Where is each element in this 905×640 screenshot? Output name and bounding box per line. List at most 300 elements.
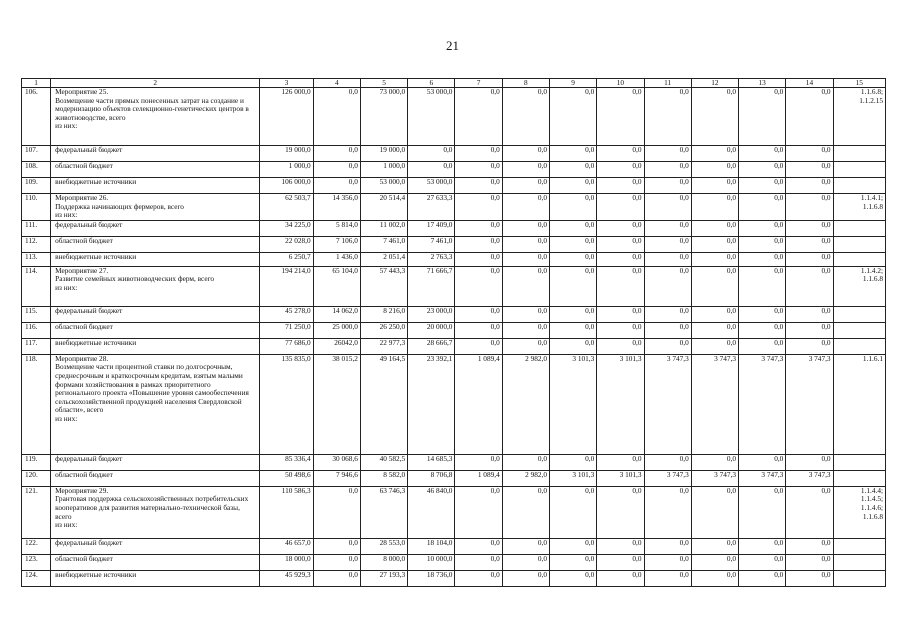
cell-col-3: 22 028,0 [260,236,313,252]
cell-col-14: 0,0 [786,220,833,236]
cell-col-13: 0,0 [739,538,786,554]
cell-col-12: 0,0 [691,252,738,266]
cell-col-14: 0,0 [786,88,833,146]
column-header-15: 15 [833,79,885,88]
cell-col-3: 1 000,0 [260,162,313,178]
row-reference [833,220,885,236]
cell-col-10: 0,0 [597,306,644,322]
cell-col-8: 0,0 [502,454,549,470]
table-row [22,454,886,470]
cell-col-6: 0,0 [408,146,455,162]
cell-col-6: 23 392,1 [408,354,455,454]
row-description-line: федеральный бюджет [55,145,123,154]
cell-col-10: 0,0 [597,236,644,252]
table-row [22,538,886,554]
row-number: 111. [22,220,51,236]
cell-col-14: 0,0 [786,306,833,322]
row-reference [833,486,885,538]
table-row [22,306,886,322]
column-header-6: 6 [408,79,455,88]
cell-col-6: 17 409,0 [408,220,455,236]
cell-col-13: 0,0 [739,178,786,194]
cell-col-4: 7 946,6 [313,470,360,486]
row-description [51,354,260,454]
cell-col-12: 3 747,3 [691,470,738,486]
cell-col-14: 0,0 [786,162,833,178]
row-number: 121. [22,486,51,538]
table-row [22,162,886,178]
cell-col-3: 34 225,0 [260,220,313,236]
cell-col-7: 0,0 [455,322,502,338]
table-row [22,554,886,570]
row-description-line: из них: [55,413,78,423]
cell-col-9: 0,0 [549,252,596,266]
cell-col-5: 49 164,5 [360,354,407,454]
cell-col-8: 0,0 [502,162,549,178]
cell-col-9: 0,0 [549,178,596,194]
cell-col-9: 0,0 [549,162,596,178]
row-description-line: внебюджетные источники [55,338,137,347]
cell-col-7: 0,0 [455,236,502,252]
table-row [22,354,886,454]
cell-col-7: 0,0 [455,146,502,162]
cell-col-4: 7 106,0 [313,236,360,252]
cell-col-6: 23 000,0 [408,306,455,322]
cell-col-14: 0,0 [786,266,833,306]
column-header-5: 5 [360,79,407,88]
cell-col-12: 0,0 [691,454,738,470]
row-description [51,454,260,470]
row-description-line: Развитие семейных животноводческих ферм, всего [55,274,215,284]
column-header-12: 12 [691,79,738,88]
cell-col-6: 14 685,3 [408,454,455,470]
cell-col-11: 0,0 [644,194,691,221]
cell-col-10: 0,0 [597,554,644,570]
cell-col-3: 46 657,0 [260,538,313,554]
table-row [22,322,886,338]
cell-col-8: 2 982,0 [502,470,549,486]
cell-col-5: 28 553,0 [360,538,407,554]
cell-col-8: 2 982,0 [502,354,549,454]
cell-col-9: 0,0 [549,338,596,354]
cell-col-10: 0,0 [597,252,644,266]
cell-col-11: 0,0 [644,486,691,538]
cell-col-5: 63 746,3 [360,486,407,538]
cell-col-11: 3 747,3 [644,470,691,486]
cell-col-5: 27 193,3 [360,570,407,586]
cell-col-9: 0,0 [549,486,596,538]
cell-col-7: 0,0 [455,220,502,236]
row-number: 122. [22,538,51,554]
cell-col-9: 0,0 [549,538,596,554]
row-description-line: Возмещение части процентной ставки по долгосрочным, среднесрочным и краткосрочным кредитам, взятым малыми формами хозяйствования в рамках приоритетного регионального проекта «Повышение уровня самообеспечения сельскохозяйственной продукцией населения Свердловской области», всего [55,362,249,415]
cell-col-4: 65 104,0 [313,266,360,306]
cell-col-13: 0,0 [739,322,786,338]
row-number: 124. [22,570,51,586]
row-number: 107. [22,146,51,162]
cell-col-14: 0,0 [786,570,833,586]
row-description [51,554,260,570]
cell-col-4: 0,0 [313,570,360,586]
table-row [22,266,886,306]
cell-col-13: 0,0 [739,338,786,354]
cell-col-14: 0,0 [786,252,833,266]
row-reference [833,554,885,570]
cell-col-6: 10 000,0 [408,554,455,570]
cell-col-8: 0,0 [502,486,549,538]
cell-col-8: 0,0 [502,538,549,554]
row-description-line: Мероприятие 29. [55,486,109,495]
cell-col-6: 0,0 [408,162,455,178]
cell-col-11: 3 747,3 [644,354,691,454]
cell-col-7: 0,0 [455,554,502,570]
row-reference-line: 1.1.4.1; [860,193,883,202]
cell-col-12: 0,0 [691,146,738,162]
cell-col-13: 3 747,3 [739,354,786,454]
row-reference-line: 1.1.4.5; [860,494,883,504]
row-description-line: Мероприятие 27. [55,266,109,275]
cell-col-4: 0,0 [313,538,360,554]
cell-col-7: 0,0 [455,486,502,538]
cell-col-5: 8 216,0 [360,306,407,322]
cell-col-9: 0,0 [549,454,596,470]
row-description-line: федеральный бюджет [55,306,123,315]
cell-col-11: 0,0 [644,252,691,266]
table-row [22,338,886,354]
cell-col-7: 1 089,4 [455,354,502,454]
cell-col-14: 0,0 [786,538,833,554]
row-reference [833,454,885,470]
cell-col-5: 26 250,0 [360,322,407,338]
cell-col-7: 0,0 [455,538,502,554]
cell-col-10: 0,0 [597,570,644,586]
cell-col-13: 0,0 [739,454,786,470]
cell-col-13: 0,0 [739,88,786,146]
cell-col-4: 30 068,6 [313,454,360,470]
row-description-line: областной бюджет [55,236,113,245]
cell-col-3: 194 214,0 [260,266,313,306]
cell-col-6: 18 736,0 [408,570,455,586]
cell-col-5: 1 000,0 [360,162,407,178]
row-description [51,146,260,162]
row-description [51,178,260,194]
cell-col-4: 0,0 [313,162,360,178]
cell-col-5: 11 002,0 [360,220,407,236]
cell-col-8: 0,0 [502,338,549,354]
cell-col-8: 0,0 [502,194,549,221]
row-reference-line: 1.1.6.8; [860,87,883,96]
cell-col-8: 0,0 [502,554,549,570]
cell-col-7: 0,0 [455,338,502,354]
cell-col-11: 0,0 [644,322,691,338]
cell-col-9: 0,0 [549,554,596,570]
row-number: 106. [22,88,51,146]
row-number: 115. [22,306,51,322]
cell-col-9: 0,0 [549,236,596,252]
row-number: 120. [22,470,51,486]
cell-col-10: 0,0 [597,88,644,146]
cell-col-10: 0,0 [597,162,644,178]
cell-col-10: 0,0 [597,538,644,554]
table-row [22,470,886,486]
row-number: 119. [22,454,51,470]
row-number: 113. [22,252,51,266]
cell-col-7: 0,0 [455,194,502,221]
row-description-line: Грантовая поддержка сельскохозяйственных потребительских кооперативов для развития материально-технической базы, всего [55,494,249,521]
row-description-line: Поддержка начинающих фермеров, всего [55,201,184,211]
cell-col-12: 0,0 [691,178,738,194]
cell-col-13: 0,0 [739,236,786,252]
column-header-14: 14 [786,79,833,88]
cell-col-11: 0,0 [644,88,691,146]
row-reference-line: 1.1.6.8 [862,201,883,211]
cell-col-11: 0,0 [644,162,691,178]
row-number: 118. [22,354,51,454]
row-description-line: областной бюджет [55,470,113,479]
row-description [51,220,260,236]
row-reference [833,570,885,586]
table-row [22,236,886,252]
cell-col-14: 0,0 [786,194,833,221]
row-description-line: из них: [55,520,78,530]
cell-col-7: 0,0 [455,178,502,194]
row-description [51,338,260,354]
cell-col-7: 0,0 [455,88,502,146]
row-reference [833,236,885,252]
cell-col-4: 25 000,0 [313,322,360,338]
cell-col-3: 6 250,7 [260,252,313,266]
cell-col-9: 0,0 [549,570,596,586]
column-header-10: 10 [597,79,644,88]
cell-col-3: 45 278,0 [260,306,313,322]
cell-col-4: 14 356,0 [313,194,360,221]
row-description [51,194,260,221]
cell-col-11: 0,0 [644,570,691,586]
cell-col-5: 8 000,0 [360,554,407,570]
column-header-13: 13 [739,79,786,88]
cell-col-4: 0,0 [313,88,360,146]
table-row [22,570,886,586]
row-reference [833,266,885,306]
cell-col-6: 71 666,7 [408,266,455,306]
cell-col-8: 0,0 [502,88,549,146]
row-reference-line: 1.1.2.15 [859,95,883,105]
row-description-line: Возмещение части прямых понесенных затрат на создание и модернизацию объектов селекционно-генетических центров в животноводстве, всего [55,95,249,122]
row-description [51,252,260,266]
cell-col-3: 135 835,0 [260,354,313,454]
cell-col-9: 0,0 [549,88,596,146]
cell-col-4: 0,0 [313,554,360,570]
cell-col-8: 0,0 [502,570,549,586]
cell-col-13: 0,0 [739,220,786,236]
cell-col-12: 0,0 [691,162,738,178]
row-reference [833,194,885,221]
cell-col-3: 62 503,7 [260,194,313,221]
cell-col-6: 8 706,8 [408,470,455,486]
cell-col-4: 26042,0 [313,338,360,354]
cell-col-9: 3 101,3 [549,354,596,454]
row-description-line: из них: [55,282,78,292]
column-header-7: 7 [455,79,502,88]
row-description [51,470,260,486]
row-reference [833,470,885,486]
column-header-8: 8 [502,79,549,88]
cell-col-12: 0,0 [691,322,738,338]
cell-col-10: 3 101,3 [597,354,644,454]
row-description-line: областной бюджет [55,161,113,170]
row-reference-line: 1.1.6.1 [862,354,883,363]
row-reference [833,162,885,178]
column-header-4: 4 [313,79,360,88]
column-number-header [22,79,886,88]
row-description [51,88,260,146]
cell-col-6: 7 461,0 [408,236,455,252]
cell-col-10: 0,0 [597,178,644,194]
cell-col-13: 0,0 [739,486,786,538]
cell-col-5: 8 582,0 [360,470,407,486]
cell-col-13: 0,0 [739,252,786,266]
cell-col-8: 0,0 [502,220,549,236]
cell-col-14: 3 747,3 [786,470,833,486]
row-description-line: Мероприятие 28. [55,354,109,363]
cell-col-11: 0,0 [644,338,691,354]
cell-col-6: 18 104,0 [408,538,455,554]
cell-col-7: 0,0 [455,570,502,586]
row-number: 110. [22,194,51,221]
cell-col-3: 50 498,6 [260,470,313,486]
cell-col-5: 19 000,0 [360,146,407,162]
cell-col-6: 28 666,7 [408,338,455,354]
row-reference [833,322,885,338]
cell-col-13: 0,0 [739,554,786,570]
cell-col-11: 0,0 [644,146,691,162]
cell-col-12: 0,0 [691,570,738,586]
row-reference-line: 1.1.6.8 [862,274,883,284]
row-description-line: из них: [55,210,78,220]
cell-col-3: 110 586,3 [260,486,313,538]
row-description-line: внебюджетные источники [55,177,137,186]
row-description [51,162,260,178]
cell-col-13: 0,0 [739,162,786,178]
cell-col-12: 0,0 [691,266,738,306]
row-number: 114. [22,266,51,306]
cell-col-12: 0,0 [691,554,738,570]
cell-col-9: 0,0 [549,220,596,236]
cell-col-6: 20 000,0 [408,322,455,338]
cell-col-14: 0,0 [786,236,833,252]
table-row [22,252,886,266]
cell-col-9: 3 101,3 [549,470,596,486]
row-number: 117. [22,338,51,354]
cell-col-11: 0,0 [644,236,691,252]
cell-col-9: 0,0 [549,306,596,322]
page-number: 21 [446,38,459,53]
cell-col-8: 0,0 [502,266,549,306]
row-reference [833,252,885,266]
row-reference [833,146,885,162]
cell-col-5: 7 461,0 [360,236,407,252]
row-description [51,538,260,554]
cell-col-6: 27 633,3 [408,194,455,221]
row-description [51,266,260,306]
cell-col-7: 0,0 [455,454,502,470]
cell-col-4: 38 015,2 [313,354,360,454]
cell-col-10: 0,0 [597,322,644,338]
column-header-9: 9 [549,79,596,88]
cell-col-8: 0,0 [502,146,549,162]
row-number: 116. [22,322,51,338]
cell-col-7: 1 089,4 [455,470,502,486]
cell-col-14: 0,0 [786,454,833,470]
cell-col-13: 0,0 [739,146,786,162]
budget-table [21,78,886,587]
cell-col-13: 0,0 [739,194,786,221]
cell-col-4: 0,0 [313,178,360,194]
row-number: 123. [22,554,51,570]
cell-col-8: 0,0 [502,178,549,194]
cell-col-3: 126 000,0 [260,88,313,146]
table-row [22,146,886,162]
cell-col-7: 0,0 [455,162,502,178]
row-number: 108. [22,162,51,178]
row-number: 109. [22,178,51,194]
cell-col-8: 0,0 [502,252,549,266]
cell-col-5: 2 051,4 [360,252,407,266]
row-reference [833,538,885,554]
cell-col-4: 5 814,0 [313,220,360,236]
table-row [22,194,886,221]
row-description-line: федеральный бюджет [55,454,123,463]
cell-col-10: 0,0 [597,194,644,221]
cell-col-3: 18 000,0 [260,554,313,570]
cell-col-13: 0,0 [739,570,786,586]
cell-col-4: 0,0 [313,486,360,538]
cell-col-12: 0,0 [691,338,738,354]
cell-col-3: 77 686,0 [260,338,313,354]
cell-col-8: 0,0 [502,322,549,338]
row-number: 112. [22,236,51,252]
cell-col-13: 0,0 [739,306,786,322]
row-description-line: федеральный бюджет [55,538,123,547]
table-row [22,486,886,538]
cell-col-12: 0,0 [691,306,738,322]
cell-col-7: 0,0 [455,252,502,266]
cell-col-14: 3 747,3 [786,354,833,454]
cell-col-14: 0,0 [786,338,833,354]
cell-col-13: 0,0 [739,266,786,306]
row-reference-line: 1.1.4.4; [860,486,883,495]
cell-col-14: 0,0 [786,178,833,194]
cell-col-11: 0,0 [644,554,691,570]
cell-col-10: 0,0 [597,338,644,354]
cell-col-5: 20 514,4 [360,194,407,221]
row-description [51,306,260,322]
cell-col-5: 22 977,3 [360,338,407,354]
cell-col-12: 0,0 [691,88,738,146]
cell-col-14: 0,0 [786,146,833,162]
row-description [51,322,260,338]
cell-col-10: 3 101,3 [597,470,644,486]
cell-col-6: 2 763,3 [408,252,455,266]
column-header-3: 3 [260,79,313,88]
cell-col-4: 1 436,0 [313,252,360,266]
cell-col-11: 0,0 [644,538,691,554]
cell-col-5: 40 582,5 [360,454,407,470]
row-description [51,236,260,252]
cell-col-10: 0,0 [597,146,644,162]
table-row [22,178,886,194]
cell-col-12: 0,0 [691,538,738,554]
